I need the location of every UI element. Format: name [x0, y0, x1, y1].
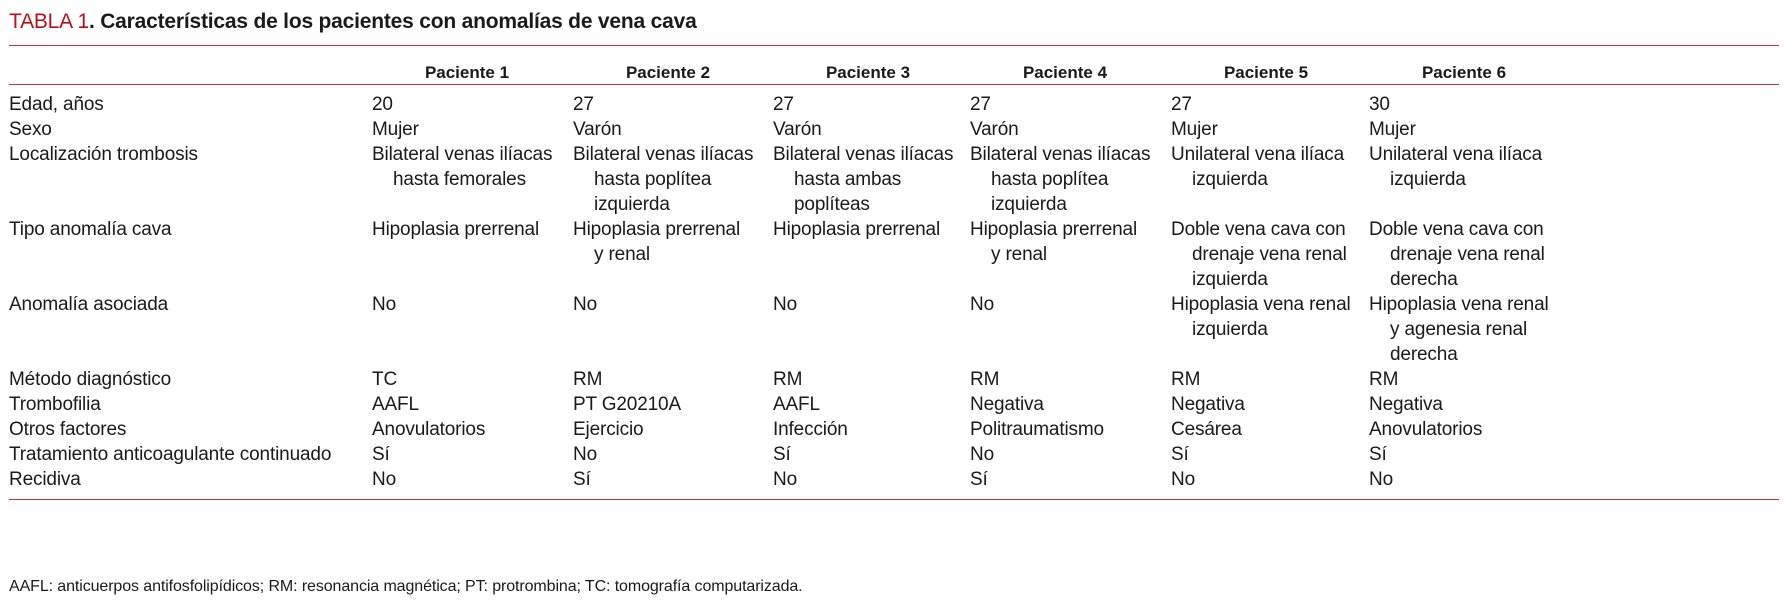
cell-line: RM — [1369, 369, 1399, 390]
cell-line: Negativa — [970, 394, 1044, 415]
cell-line: 27 — [1171, 94, 1192, 115]
cell-line: PT G20210A — [573, 394, 682, 415]
table-cell — [1171, 292, 1351, 342]
table-cell — [1171, 442, 1189, 467]
cell-line: RM — [573, 369, 603, 390]
cell-line: Sí — [970, 469, 988, 490]
row-label: Localización trombosis — [9, 144, 198, 165]
cell-line: Sí — [1171, 444, 1189, 465]
cell-line: y renal — [594, 244, 650, 265]
cell-line: hasta femorales — [393, 169, 526, 190]
table-cell — [773, 142, 953, 217]
table-cell — [1171, 92, 1192, 117]
cell-line: Doble vena cava con — [1369, 219, 1544, 240]
cell-line: izquierda — [1390, 169, 1466, 190]
table-cell — [970, 292, 994, 317]
cell-line: Bilateral venas ilíacas — [773, 144, 954, 165]
cell-line: Sí — [773, 444, 791, 465]
cell-line: 27 — [773, 94, 794, 115]
cell-line: No — [1369, 469, 1393, 490]
cell-line: 27 — [573, 94, 594, 115]
cell-line: izquierda — [1192, 269, 1268, 290]
cell-line: Hipoplasia prerrenal — [372, 219, 540, 240]
table-cell — [970, 117, 1019, 142]
table-cell — [773, 417, 848, 442]
table-cell — [1171, 117, 1218, 142]
cell-line: TC — [372, 369, 398, 390]
table-cell — [372, 417, 485, 442]
row-label: Trombofilia — [9, 394, 101, 415]
column-header: Paciente 4 — [1022, 63, 1108, 82]
row-label: Sexo — [9, 119, 52, 140]
table-cell — [573, 142, 753, 217]
cell-line: Anovulatorios — [372, 419, 486, 440]
cell-line: RM — [970, 369, 1000, 390]
cell-line: 20 — [372, 94, 393, 115]
cell-line: hasta ambas — [794, 169, 902, 190]
cell-line: Politraumatismo — [970, 419, 1104, 440]
cell-line: No — [1171, 469, 1195, 490]
cell-line: Varón — [773, 119, 822, 140]
table-cell — [1171, 392, 1245, 417]
table-cell — [1171, 467, 1195, 492]
row-label: Tipo anomalía cava — [9, 219, 172, 240]
cell-line: No — [773, 294, 797, 315]
cell-line: y renal — [991, 244, 1047, 265]
cell-line: RM — [773, 369, 803, 390]
cell-line: Anovulatorios — [1369, 419, 1483, 440]
table-cell — [372, 142, 552, 192]
cell-line: Negativa — [1171, 394, 1245, 415]
row-label: Otros factores — [9, 419, 127, 440]
cell-line: Doble vena cava con — [1171, 219, 1346, 240]
cell-line: izquierda — [594, 194, 670, 215]
table-cell — [372, 117, 419, 142]
table-cell — [573, 467, 591, 492]
table-cell — [573, 92, 594, 117]
table-cell — [1369, 117, 1416, 142]
cell-line: No — [573, 294, 597, 315]
table-cell — [573, 417, 643, 442]
cell-line: No — [773, 469, 797, 490]
table-cell — [1369, 417, 1482, 442]
cell-line: No — [573, 444, 597, 465]
cell-line: Mujer — [372, 119, 419, 140]
table-cell — [573, 392, 681, 417]
cell-line: Ejercicio — [573, 419, 644, 440]
table-cell — [970, 142, 1150, 217]
table-cell — [773, 392, 820, 417]
table-cell — [970, 217, 1137, 267]
column-header: Paciente 5 — [1223, 63, 1309, 82]
header-rule — [9, 84, 1779, 85]
cell-line: Varón — [970, 119, 1019, 140]
table-cell — [970, 442, 994, 467]
table-cell — [1369, 392, 1443, 417]
table-cell — [573, 442, 597, 467]
cell-line: Negativa — [1369, 394, 1443, 415]
table-cell — [573, 367, 602, 392]
cell-line: Bilateral venas ilíacas — [573, 144, 754, 165]
cell-line: 27 — [970, 94, 991, 115]
cell-line: hasta poplítea — [594, 169, 712, 190]
table-cell — [1369, 367, 1398, 392]
cell-line: Hipoplasia prerrenal — [970, 219, 1138, 240]
cell-line: Sí — [573, 469, 591, 490]
cell-line: Infección — [773, 419, 848, 440]
table-cell — [773, 117, 822, 142]
table-cell — [372, 292, 396, 317]
column-header: Paciente 6 — [1421, 63, 1507, 82]
cell-line: derecha — [1390, 269, 1458, 290]
table-cell — [773, 442, 791, 467]
row-label: Recidiva — [9, 469, 81, 490]
table-cell — [1171, 142, 1344, 192]
cell-line: No — [372, 469, 396, 490]
table-cell — [372, 467, 396, 492]
cell-line: No — [970, 444, 994, 465]
table-title — [9, 10, 697, 34]
cell-line: RM — [1171, 369, 1201, 390]
table-cell — [1171, 417, 1242, 442]
cell-line: Hipoplasia vena renal — [1369, 294, 1549, 315]
cell-line: No — [970, 294, 994, 315]
table-cell — [573, 217, 740, 267]
cell-line: izquierda — [1192, 319, 1268, 340]
table-cell — [773, 467, 797, 492]
table-cell — [773, 217, 940, 242]
table-cell — [1369, 292, 1549, 367]
cell-line: 30 — [1369, 94, 1390, 115]
table-cell — [1369, 442, 1387, 467]
cell-line: izquierda — [991, 194, 1067, 215]
cell-line: Unilateral vena ilíaca — [1369, 144, 1543, 165]
table-cell — [773, 292, 797, 317]
table-cell — [1369, 217, 1545, 292]
table-number: TABLA 1 — [9, 10, 89, 33]
column-header: Paciente 2 — [625, 63, 711, 82]
table-cell — [970, 392, 1044, 417]
table-cell — [1369, 467, 1393, 492]
cell-line: Sí — [1369, 444, 1387, 465]
row-label: Anomalía asociada — [9, 294, 169, 315]
cell-line: Cesárea — [1171, 419, 1242, 440]
row-label: Tratamiento anticoagulante continuado — [9, 444, 332, 465]
cell-line: No — [372, 294, 396, 315]
cell-line: poplíteas — [794, 194, 870, 215]
bottom-rule — [9, 499, 1779, 500]
column-header: Paciente 1 — [424, 63, 510, 82]
table-cell — [372, 92, 393, 117]
table-cell — [1369, 142, 1542, 192]
cell-line: drenaje vena renal — [1192, 244, 1347, 265]
table-caption: . Características de los pacientes con anomalías de vena cava — [88, 10, 697, 33]
table-cell — [372, 217, 539, 242]
table-cell — [970, 417, 1104, 442]
cell-line: Hipoplasia vena renal — [1171, 294, 1351, 315]
table-cell — [773, 367, 802, 392]
table-cell — [573, 292, 597, 317]
cell-line: Unilateral vena ilíaca — [1171, 144, 1345, 165]
row-label: Método diagnóstico — [9, 369, 172, 390]
table-cell — [970, 367, 999, 392]
cell-line: izquierda — [1192, 169, 1268, 190]
row-label: Edad, años — [9, 94, 104, 115]
table-cell — [1369, 92, 1390, 117]
cell-line: derecha — [1390, 344, 1458, 365]
cell-line: Sí — [372, 444, 390, 465]
table-cell — [372, 367, 397, 392]
cell-line: Varón — [573, 119, 622, 140]
cell-line: Hipoplasia prerrenal — [573, 219, 741, 240]
cell-line: AAFL — [773, 394, 820, 415]
table-cell — [573, 117, 622, 142]
cell-line: Bilateral venas ilíacas — [372, 144, 553, 165]
cell-line: AAFL — [372, 394, 419, 415]
table-cell — [773, 92, 794, 117]
column-header: Paciente 3 — [825, 63, 911, 82]
table-cell — [1171, 367, 1200, 392]
cell-line: hasta poplítea — [991, 169, 1109, 190]
table-cell — [970, 92, 991, 117]
footnote: AAFL: anticuerpos antifosfolipídicos; RM: resonancia magnética; PT: protrombina; TC: tomografía computarizada. — [9, 578, 803, 595]
table-cell — [970, 467, 988, 492]
cell-line: drenaje vena renal — [1390, 244, 1545, 265]
table-cell — [1171, 217, 1347, 292]
cell-line: Mujer — [1369, 119, 1416, 140]
cell-line: Hipoplasia prerrenal — [773, 219, 941, 240]
table-cell — [372, 442, 390, 467]
cell-line: Mujer — [1171, 119, 1218, 140]
cell-line: Bilateral venas ilíacas — [970, 144, 1151, 165]
table-cell — [372, 392, 419, 417]
top-rule — [9, 45, 1779, 46]
cell-line: y agenesia renal — [1390, 319, 1528, 340]
